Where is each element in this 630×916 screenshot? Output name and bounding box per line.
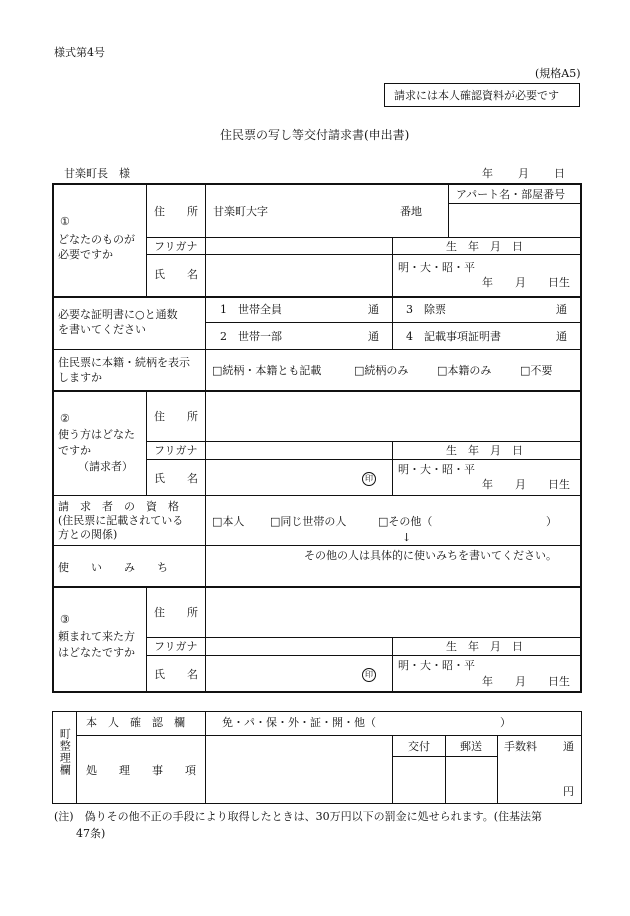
cert-4-name[interactable]: 記載事項証明書 <box>424 330 501 343</box>
section3-label-2: はどなたですか <box>58 646 135 659</box>
qualification-other[interactable]: □その他（ <box>378 515 433 528</box>
cert-3-name[interactable]: 除票 <box>424 303 446 316</box>
office-side-label: 町整理欄 <box>58 728 72 776</box>
section2-number: ② <box>60 412 70 425</box>
section3-furigana-label: フリガナ <box>154 640 198 653</box>
section3-seal-icon: 印 <box>362 668 376 682</box>
section3-label-1: 頼まれて来た方 <box>58 630 135 643</box>
qualification-self[interactable]: □本人 <box>212 515 245 528</box>
section1-address-label: 住 所 <box>154 205 198 218</box>
section1-furigana-label: フリガナ <box>154 240 198 253</box>
cert-4-unit: 通 <box>556 330 567 343</box>
banchi-label: 番地 <box>400 205 422 218</box>
section1-address-value[interactable]: 甘楽町大字 <box>213 205 268 218</box>
purpose-label: 使 い み ち <box>58 561 168 574</box>
section2-ymd: 年 月 日生 <box>482 478 570 491</box>
purpose-note: その他の人は具体的に使いみちを書いてください。 <box>304 549 557 562</box>
section3-era: 明・大・昭・平 <box>398 659 475 672</box>
footnote-line1: (注) 偽りその他不正の手段により取得したときは、30万円以下の罰金に処せられます。(住基法第 <box>54 810 542 823</box>
section2-label-3: （請求者） <box>78 460 133 473</box>
cert-3-unit: 通 <box>556 303 567 316</box>
honseki-option-none[interactable]: □不要 <box>520 364 553 377</box>
cert-2-unit: 通 <box>368 330 379 343</box>
honseki-option-both[interactable]: □続柄・本籍とも記載 <box>212 364 322 377</box>
cert-1-name[interactable]: 世帯全員 <box>238 303 282 316</box>
cert-4-num: 4 <box>406 330 413 343</box>
fee-label: 手数料 <box>504 740 537 753</box>
section2-label-2: ですか <box>58 444 91 457</box>
qualification-other-close: ） <box>546 515 557 528</box>
honseki-label-1: 住民票に本籍・続柄を表示 <box>58 356 190 369</box>
date-month: 月 <box>518 167 529 180</box>
qualification-label-1: 請 求 者 の 資 格 <box>58 500 179 513</box>
honseki-option-zokugara[interactable]: □続柄のみ <box>354 364 409 377</box>
section1-birth-header: 生 年 月 日 <box>446 240 523 253</box>
issue-label: 交付 <box>408 740 430 753</box>
footnote-line2: 47条) <box>76 827 106 840</box>
cert-1-num: 1 <box>220 303 227 316</box>
section3-number: ③ <box>60 613 70 626</box>
section2-seal-icon: 印 <box>362 472 376 486</box>
section2-address-label: 住 所 <box>154 410 198 423</box>
qualification-household[interactable]: □同じ世帯の人 <box>270 515 347 528</box>
date-day: 日 <box>554 167 565 180</box>
section2-furigana-label: フリガナ <box>154 444 198 457</box>
honseki-label-2: しますか <box>58 371 102 384</box>
section2-era: 明・大・昭・平 <box>398 463 475 476</box>
addressee: 甘楽町長 様 <box>64 167 130 180</box>
cert-3-num: 3 <box>406 303 413 316</box>
yen-label: 円 <box>563 785 574 798</box>
cert-1-unit: 通 <box>368 303 379 316</box>
honseki-option-honseki[interactable]: □本籍のみ <box>437 364 492 377</box>
id-check-options: 免・パ・保・外・証・開・他（ <box>222 716 376 729</box>
cert-2-num: 2 <box>220 330 227 343</box>
apartment-label: アパート名・部屋番号 <box>456 188 566 201</box>
section2-birth-header: 生 年 月 日 <box>446 444 523 457</box>
qualification-label-2: (住民票に記載されている <box>58 514 184 527</box>
certificates-label-1: 必要な証明書に○と通数 <box>58 308 178 321</box>
id-required-note: 請求には本人確認資料が必要です <box>394 89 559 102</box>
page-title: 住民票の写し等交付請求書(申出書) <box>220 128 410 142</box>
section1-number: ① <box>60 215 70 228</box>
form-number: 様式第4号 <box>54 46 105 59</box>
processing-label: 処 理 事 項 <box>86 764 196 777</box>
down-arrow-icon: ↓ <box>402 531 412 544</box>
date-year: 年 <box>482 167 493 180</box>
section3-birth-header: 生 年 月 日 <box>446 640 523 653</box>
size-note: (規格A5) <box>535 67 581 80</box>
section1-label-1: どなたのものが <box>58 233 135 246</box>
section2-name-label: 氏 名 <box>154 472 198 485</box>
certificates-label-2: を書いてください <box>58 323 146 336</box>
section1-label-2: 必要ですか <box>58 248 113 261</box>
section3-address-label: 住 所 <box>154 606 198 619</box>
mail-label: 郵送 <box>460 740 482 753</box>
cert-2-name[interactable]: 世帯一部 <box>238 330 282 343</box>
section3-ymd: 年 月 日生 <box>482 675 570 688</box>
id-check-label: 本 人 確 認 欄 <box>86 716 185 729</box>
section1-name-label: 氏 名 <box>154 268 198 281</box>
section1-era: 明・大・昭・平 <box>398 261 475 274</box>
qualification-label-3: 方との関係) <box>58 528 118 541</box>
fee-unit: 通 <box>563 740 574 753</box>
section3-name-label: 氏 名 <box>154 668 198 681</box>
section1-ymd: 年 月 日生 <box>482 276 570 289</box>
id-check-close: ） <box>500 716 511 729</box>
section2-label-1: 使う方はどなた <box>58 428 135 441</box>
